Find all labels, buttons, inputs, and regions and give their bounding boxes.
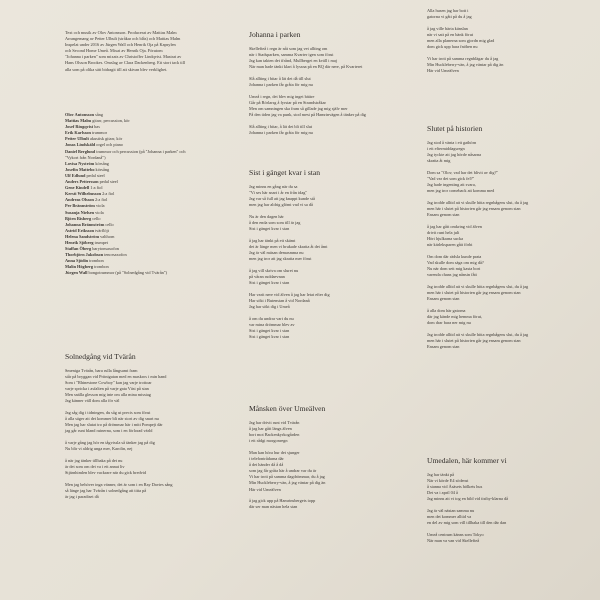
- musician-role: 2:a fiol: [101, 191, 115, 197]
- intro-line: och Second Home Umeå. Mixat av Henrik Oja. Förutom: [65, 48, 163, 54]
- musician-name: Josef Ringqvist: [65, 124, 94, 130]
- stanza: å jag vill skriva om sluret nu på våran ruddaevnan Sist i gänget kvar i stan: [249, 267, 299, 285]
- song-mansken: [249, 404, 419, 516]
- musician-role: pedal steel: [85, 172, 105, 178]
- stanza: Jag stod å vänta i ett gathörn i ett eftermiddagsregn Jag tyckte att jag hörde nåsarna skratta åt mig: [427, 140, 482, 164]
- musician-name: Josefin Mattebo: [65, 166, 95, 172]
- stanza: å jag gick upp på Hamrinsbergets topp där ser man nästan hela stan: [249, 498, 316, 510]
- musician-role: tvärflöjt: [94, 227, 109, 233]
- musician-role: viola: [94, 209, 104, 215]
- musician-role: barytonsaxofon: [91, 246, 119, 252]
- stanza: Jag minns en gång när du sa "Vi ses här snart i år en från idag" Jag var så full att jag knappt kunde stå men jag har aldrig glömt vad vi sa då: [249, 184, 315, 208]
- stanza: Jag trodde alltid att vi skulle hitta regnbågens slut, du å jag men här i slutet på historien går jag ensam genom stan Ensam genom stan: [427, 331, 529, 349]
- song-title: Johanna i parken: [249, 30, 301, 39]
- musician-name: Thorbjörn Jakobson: [65, 252, 104, 258]
- stanza: Vi har trott på samma regnblägar du å jag Min Huckleberry-vän, å jag väntar på dig än Här vid Umeälven: [427, 55, 504, 73]
- stanza: Nu är den dagen här å den enda som som till är jag Sist i gänget kvar i stan: [249, 213, 301, 232]
- stanza: Jag trodde alltid att vi skulle hitta regnbågens slut, du å jag men här i slutet på historien går jag ensam genom stan Ensam genom stan: [427, 283, 529, 301]
- stanza: Slå allting i bitar, å lät det bli till slut Johanna i parken får gråta för mig nu: [249, 123, 313, 135]
- stanza: Slå allting i bitar å lät det då till slut Johanna i parken får gråta för mig nu: [249, 75, 313, 88]
- musician-name: Lovisa Nyström: [65, 160, 95, 166]
- musician-name: Björn Risberg: [65, 215, 92, 221]
- musician-name: Anders Pettersson: [65, 179, 99, 185]
- song-mansken-continued: [427, 8, 592, 80]
- stanza: å om du undrar vart du nu var mina drömmar blev av Sist i gänget kvar i stan Sist i gänget kvar i stan: [249, 315, 295, 339]
- musician-name: Olov Antonsson: [65, 112, 95, 117]
- musician-name: Petter Ulbult: [65, 136, 89, 142]
- musician-role: valthorn: [99, 233, 115, 239]
- stanza: Jag såg dig i tidningen, du såg ut precis som förut å alla säger att det kommer bli när stort av dig snart nu Men jag har slutat tro på drömmar här i mitt Pompeji där jag går runt bland ruinerna, som i en förlorad värld: [65, 410, 163, 434]
- musician-name: Malin Högberg: [65, 264, 94, 270]
- musician-role: "Vykort från Nordanå"): [65, 154, 106, 160]
- musician-name: Mattias Malm: [65, 118, 92, 124]
- musician-role: trummor och percussion (på "Johanna i parken" och: [95, 148, 186, 154]
- musician-role: 1:a fiol: [89, 185, 103, 191]
- musician-role: orgel och piano: [95, 142, 123, 148]
- musician-name: Kersti Wilhelmsson: [65, 191, 102, 197]
- musician-role: trombon: [88, 258, 104, 264]
- musician-role: trumpet: [93, 239, 108, 245]
- musician-name: Ulf Edlund: [65, 172, 86, 178]
- stanza: å jag ville bärta känslan när vi satt på en bänk förut men alla planerna som gjordn mig glad dom gick upp hara fnöhen nu: [427, 25, 495, 50]
- musician-role: gitarr, percussion, kör: [91, 118, 130, 124]
- stanza: Smeniga Tvärån, bara rulla långsamt fram står på bryggan vid Pritnigatan med en maskros i min hand Som i "Rhinestone Cowboy" kan jag varje trottoar varje sprickа i asfalten på varje gata Väst på stan Men snälla glesson mig inte om alla mina misstag Jag känner väll dom alla för väl: [65, 368, 167, 404]
- stanza: Men jag behöver inga vänner, det är som i en Ray Davies sång så länge jag har Tvärån i solnedgång att titta på är jag i paradiset då: [65, 481, 173, 499]
- musician-role: bongotrummor (på "Solnedgång vid Tvärån"): [87, 270, 167, 276]
- stanza: Jag är väl nästan samma nu men det kommer alltid va en del av mig som vill tillbaka till den där dan: [427, 508, 507, 526]
- musician-role: körsång: [94, 160, 109, 166]
- stanza: å när jag tänker tillbaka på det nu är det som om det va i ett annat liv Stjärnhimlen blev vackrare när du gick bredvid: [65, 457, 147, 476]
- musician-name: Staffan Öberg: [65, 246, 92, 252]
- stanza: Skellefteå i regn är nåt som jag vet allting om när i Stadsparken, samma Kvarter igen som förut Jag kan takten det ifrånd, Mullberget en kväll i maj När man hade tänkt klart å lyssna på en BQ där nere, på Kvarteret: [249, 46, 363, 70]
- musician-role: körsång: [94, 166, 110, 172]
- song-johanna: [249, 30, 419, 142]
- musician-name: Johanna Brännström: [65, 221, 105, 227]
- musician-role: 2:a fiol: [93, 197, 108, 203]
- stanza: Har varit nere vid älven å jag har letat efter dig Har sökt i Butenstan å vid Nordanå Jag har sökt dig i Umeå: [249, 291, 330, 309]
- stanza: Dom sa "Olov, vad har det blivit av dig?" "Vad var det som gick fel?" Jag hade ingenting att svara, men jag tror comeback att komma med: [427, 169, 499, 194]
- credit-line: [65, 270, 230, 276]
- stanza: å alla dom här gatorna där jag kände mig hemma förut, dom drar bara ner mig nu: [427, 307, 483, 325]
- intro-line: "Johanna i parken" som mixats av Christoffer Lindqvist. Mastrat av: [65, 54, 182, 60]
- stanza: Jag har tänkt på När vi körde E4 söderut å stanna vid Åsäsets hölkets hus Det va i april 04 å Jag minns att vi tog en bild vid tistby-klarna då: [427, 472, 509, 502]
- intro-line: Text och musik av Olov Antonsson. Producerat av Mattias Malm: [65, 30, 177, 35]
- intro-line: Arrangemang av Petter Ulbult (stråkar och blås) och Mattias Malm: [65, 36, 181, 42]
- musician-role: cello: [91, 215, 101, 221]
- intro-block: [65, 30, 230, 73]
- musician-role: sång: [94, 112, 103, 117]
- song-title: Solnedgång vid Tvärån: [65, 352, 136, 361]
- intro-line: Hans Olsson Brookes. Omslag av Clara Dackenberg. Ett stort tack till: [65, 60, 185, 66]
- stanza: Jag trodde alltid att vi skulle hitta regnbågens slut, du å jag men här i slutet på historien går jag ensam genom stan Ensam genom stan: [427, 199, 529, 218]
- musician-name: Anna Sjödin: [65, 258, 89, 264]
- musician-name: Erik Karlsson: [65, 130, 91, 136]
- musician-role: pedal steel: [98, 179, 118, 185]
- musician-name: Astrid Eriksson: [65, 227, 95, 233]
- song-title: Slutet på historien: [427, 124, 483, 133]
- musician-name: Gene Kindell: [65, 185, 90, 191]
- intro-line: alla som på olika sätt bidragit till att skivan blev verklighet.: [65, 66, 168, 72]
- song-title: Månsken över Umeälven: [249, 404, 326, 413]
- musician-credits: [65, 112, 230, 277]
- musician-name: Jürgen Wall: [65, 270, 88, 276]
- song-title: Umedalen, här kommer vi: [427, 456, 507, 465]
- musician-name: Per Brännström: [65, 203, 95, 209]
- song-sist: [249, 168, 419, 346]
- musician-role: viola: [94, 203, 105, 209]
- musician-name: Daniel Berglund: [65, 148, 96, 154]
- musician-role: cello: [104, 221, 114, 227]
- musician-role: trombon: [93, 264, 109, 270]
- stanza: å jag har tänkt på ett skämt det är länge men vi brukade skratta åt det åmt Jag är väl mäsan demasmma nu men jag tror att jag skratta mer förut: [249, 237, 328, 262]
- stanza: Om dom där rädsla kunde prata Vad skulle dom säga om mig då? Nu när dom sett mig kasta bort varenda chans jag nånsin fått: [427, 253, 484, 278]
- musician-name: Andreas Olsson: [65, 197, 94, 203]
- song-solnedgang: [65, 352, 230, 506]
- musician-name: Susanja Nielsen: [65, 209, 95, 215]
- musician-role: trummor: [90, 130, 108, 136]
- stanza: Umeå centrum känns som Tokyo När man va van vid Skellefteå: [427, 531, 484, 544]
- intro-line: Inspelat under 2016 av Jürgen Wall och Henrik Oja på Kapsylen: [65, 42, 176, 48]
- musician-role: tenorsaxofon: [103, 252, 127, 258]
- stanza: Umeå i regn, det blev mig inget bättre Går på Rörlarsg å fyrstar på en Strandstråkar Men om samningen ska fram så gillade jag mig själv mer På den tiden jag va punk, stod mest på Hamrinvägen å tänker på dig: [249, 93, 366, 118]
- musician-role: bas: [93, 124, 100, 130]
- song-umedalen: [427, 456, 592, 550]
- stanza: Jag har drivit runt vid Tvärån å jag har gått längs älven bort mot Backenkyrkogården i ett rådgi morgonregn: [249, 420, 300, 444]
- musician-name: Helena Sandström: [65, 233, 100, 239]
- song-slutet: [427, 124, 592, 355]
- stanza: å jag har gått omkring vid älven drivit runt hela juli Hört hjulkarna sucka när kärleksparen gått förbi: [427, 223, 482, 248]
- musician-role: akustisk gitarr, kör: [88, 136, 123, 142]
- stanza: Man kan höra hur det sjunger i telefontrådarna där å det händer då å då som jag får gråta här å undrar var du är Vi har trott på samma dagdrömmar, du å jag Min Huckleberry-vän, å jag väntar på dig än Här vid Umeälven: [249, 449, 326, 492]
- stanza: Alla husen jag har bott i gatorna vi gått på du å jag: [427, 8, 472, 20]
- song-title: Sist i gänget kvar i stan: [249, 168, 321, 177]
- stanza: å varje gång jag hör en tågvissla så tänker jag på dig Nu blir vi aldrig unga mer, Karolin, nej: [65, 440, 155, 452]
- musician-name: Henrik Sjöberg: [65, 239, 94, 245]
- musician-name: Jonas Lindskäld: [65, 142, 96, 148]
